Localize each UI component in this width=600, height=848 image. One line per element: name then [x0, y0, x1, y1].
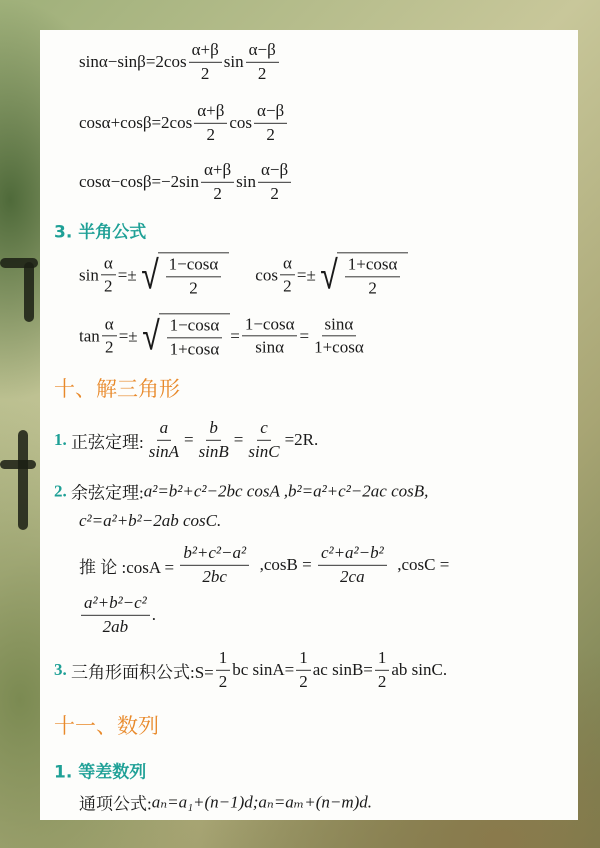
denominator: 2: [257, 63, 267, 83]
heading-solve-triangle: [54, 373, 180, 403]
formula-text: =: [183, 430, 194, 449]
formula-text: ac sinB=: [312, 660, 373, 679]
fraction: [254, 102, 287, 144]
square-root: [318, 252, 409, 297]
numerator: 1−cosα: [166, 255, 222, 277]
numerator: a²+b²−c²: [81, 594, 150, 616]
formula-text: ,cosB =: [251, 555, 316, 574]
numerator: α: [101, 254, 116, 276]
formula-text: 余弦定理:: [66, 483, 144, 503]
section-heading: 3. 半角公式: [54, 222, 147, 243]
denominator: 2: [377, 671, 387, 691]
law-of-cosines-cont: [79, 511, 221, 531]
formula-sin-minus-sin: [79, 41, 281, 83]
denominator: sinα: [255, 337, 285, 357]
formula-text: bc sinA=: [232, 660, 295, 679]
fraction: [81, 594, 150, 636]
denominator: 2: [283, 276, 292, 296]
fraction: [189, 41, 222, 83]
formula-half-tan: [79, 313, 369, 358]
formula-text: a²=b²+c²−2bc cosA ,b²=a²+c²−2ac cosB,: [143, 481, 429, 500]
fraction: [101, 254, 116, 296]
item-number: 1.: [54, 430, 67, 449]
fraction: [102, 315, 117, 357]
law-of-cosines: [54, 479, 428, 504]
formula-text: sin: [223, 52, 244, 71]
numerator: 1: [216, 649, 231, 671]
formula-text: sinα−sinβ=2cos: [79, 52, 187, 71]
fraction: [242, 315, 298, 357]
formula-text: 正弦定理:: [66, 432, 144, 452]
fraction: [296, 649, 311, 691]
numerator: α: [280, 254, 295, 276]
denominator: 2: [104, 276, 113, 296]
fraction: [246, 41, 279, 83]
radicand: [158, 252, 230, 297]
radical-sign-icon: √: [320, 252, 338, 298]
denominator: 2: [299, 671, 308, 691]
formula-text: .: [151, 605, 157, 624]
radicand: [337, 252, 409, 297]
numerator: α: [102, 315, 117, 337]
formula-text: sin: [236, 172, 256, 191]
formula-text: tan: [79, 326, 100, 345]
formula-text: ab sinC.: [391, 660, 448, 679]
square-root: [139, 252, 230, 297]
corollary: [79, 544, 449, 586]
heading-arithmetic-sequence: [54, 758, 146, 783]
denominator: 2: [218, 671, 228, 691]
numerator: α−β: [258, 161, 291, 183]
numerator: 1−cosα: [167, 316, 223, 338]
numerator: α−β: [246, 41, 279, 63]
formula-text: =2R.: [284, 430, 319, 449]
heading-sequences: [54, 710, 159, 740]
denominator: 2: [266, 124, 275, 144]
fraction: [194, 102, 227, 144]
formula-text: =: [233, 430, 244, 449]
formula-text: =: [299, 326, 310, 345]
denominator: 2bc: [202, 566, 227, 586]
denominator: 2: [270, 183, 279, 203]
square-root: [140, 313, 231, 358]
fraction: [375, 649, 390, 691]
denominator: 2: [200, 63, 210, 83]
numerator: 1+cosα: [345, 255, 401, 277]
formula-text: cos: [229, 113, 253, 132]
denominator: 1+cosα: [314, 337, 364, 357]
fraction: [216, 649, 231, 691]
fraction: [345, 255, 401, 297]
numerator: 1: [296, 649, 311, 671]
denominator: 2: [189, 278, 198, 297]
numerator: c: [257, 419, 271, 441]
formula-text: sin: [79, 265, 99, 284]
formula-text: c²=a²+b²−2ab cosC.: [79, 511, 222, 530]
denominator: 2ca: [340, 566, 365, 586]
fraction: [166, 255, 222, 297]
background-brush-stroke: [24, 262, 34, 322]
fraction: [280, 254, 295, 296]
formula-text: =±: [117, 265, 137, 284]
radical-sign-icon: √: [141, 313, 160, 359]
formula-text: 推 论 :cosA =: [79, 557, 179, 577]
formula-half-sin-cos: [79, 252, 408, 297]
fraction: [311, 315, 367, 357]
numerator: a: [157, 419, 172, 441]
formula-text: =±: [296, 265, 316, 284]
denominator: 2: [368, 278, 377, 297]
item-number: 3.: [54, 660, 67, 679]
numerator: c²+a²−b²: [318, 544, 387, 566]
radicand: [159, 313, 231, 358]
denominator: 2ab: [102, 616, 129, 636]
numerator: α−β: [254, 102, 287, 124]
denominator: sinB: [198, 441, 229, 461]
numerator: b²+c²−a²: [180, 544, 249, 566]
background-brush-stroke: [18, 430, 28, 530]
formula-text: =: [230, 326, 240, 345]
numerator: α+β: [194, 102, 227, 124]
formula-text: cosα+cosβ=2cos: [79, 113, 193, 132]
radical-sign-icon: √: [140, 252, 159, 298]
denominator: 2: [206, 124, 216, 144]
law-of-sines: [54, 419, 318, 461]
fraction: [258, 161, 291, 203]
formula-text: 通项公式:: [79, 794, 152, 814]
fraction: [146, 419, 182, 461]
numerator: 1−cosα: [242, 315, 298, 337]
formula-text: 三角形面积公式:S=: [66, 662, 214, 682]
fraction: [167, 316, 223, 358]
fraction: [196, 419, 232, 461]
numerator: b: [206, 419, 221, 441]
corollary-cont: [79, 594, 156, 636]
fraction: [318, 544, 387, 586]
formula-text: aₙ=a₁+(n−1)d;aₙ=aₘ+(n−m)d.: [151, 792, 373, 811]
section-heading: 十一、数列: [54, 714, 159, 738]
item-number: 2.: [54, 481, 67, 500]
heading-half-angle: [54, 218, 146, 243]
fraction: [180, 544, 249, 586]
section-heading: 1. 等差数列: [54, 762, 147, 783]
formula-text: ,cosC =: [388, 555, 450, 574]
denominator: 2: [104, 337, 114, 357]
denominator: 2: [213, 183, 222, 203]
formula-text: cosα−cosβ=−2sin: [79, 172, 199, 191]
numerator: α+β: [189, 41, 222, 63]
numerator: 1: [375, 649, 390, 671]
denominator: sinC: [248, 441, 280, 461]
formula-text: =±: [118, 326, 138, 345]
triangle-area: [54, 649, 447, 691]
formula-cos-minus-cos: [79, 161, 293, 203]
section-heading: 十、解三角形: [54, 377, 180, 401]
formula-text: cos: [255, 265, 278, 284]
fraction: [245, 419, 282, 461]
numerator: α+β: [201, 161, 234, 183]
general-term: [79, 790, 372, 815]
fraction: [201, 161, 234, 203]
numerator: sinα: [322, 315, 357, 337]
denominator: 1+cosα: [169, 339, 220, 358]
denominator: sinA: [148, 441, 179, 461]
formula-cos-plus-cos: [79, 102, 289, 144]
